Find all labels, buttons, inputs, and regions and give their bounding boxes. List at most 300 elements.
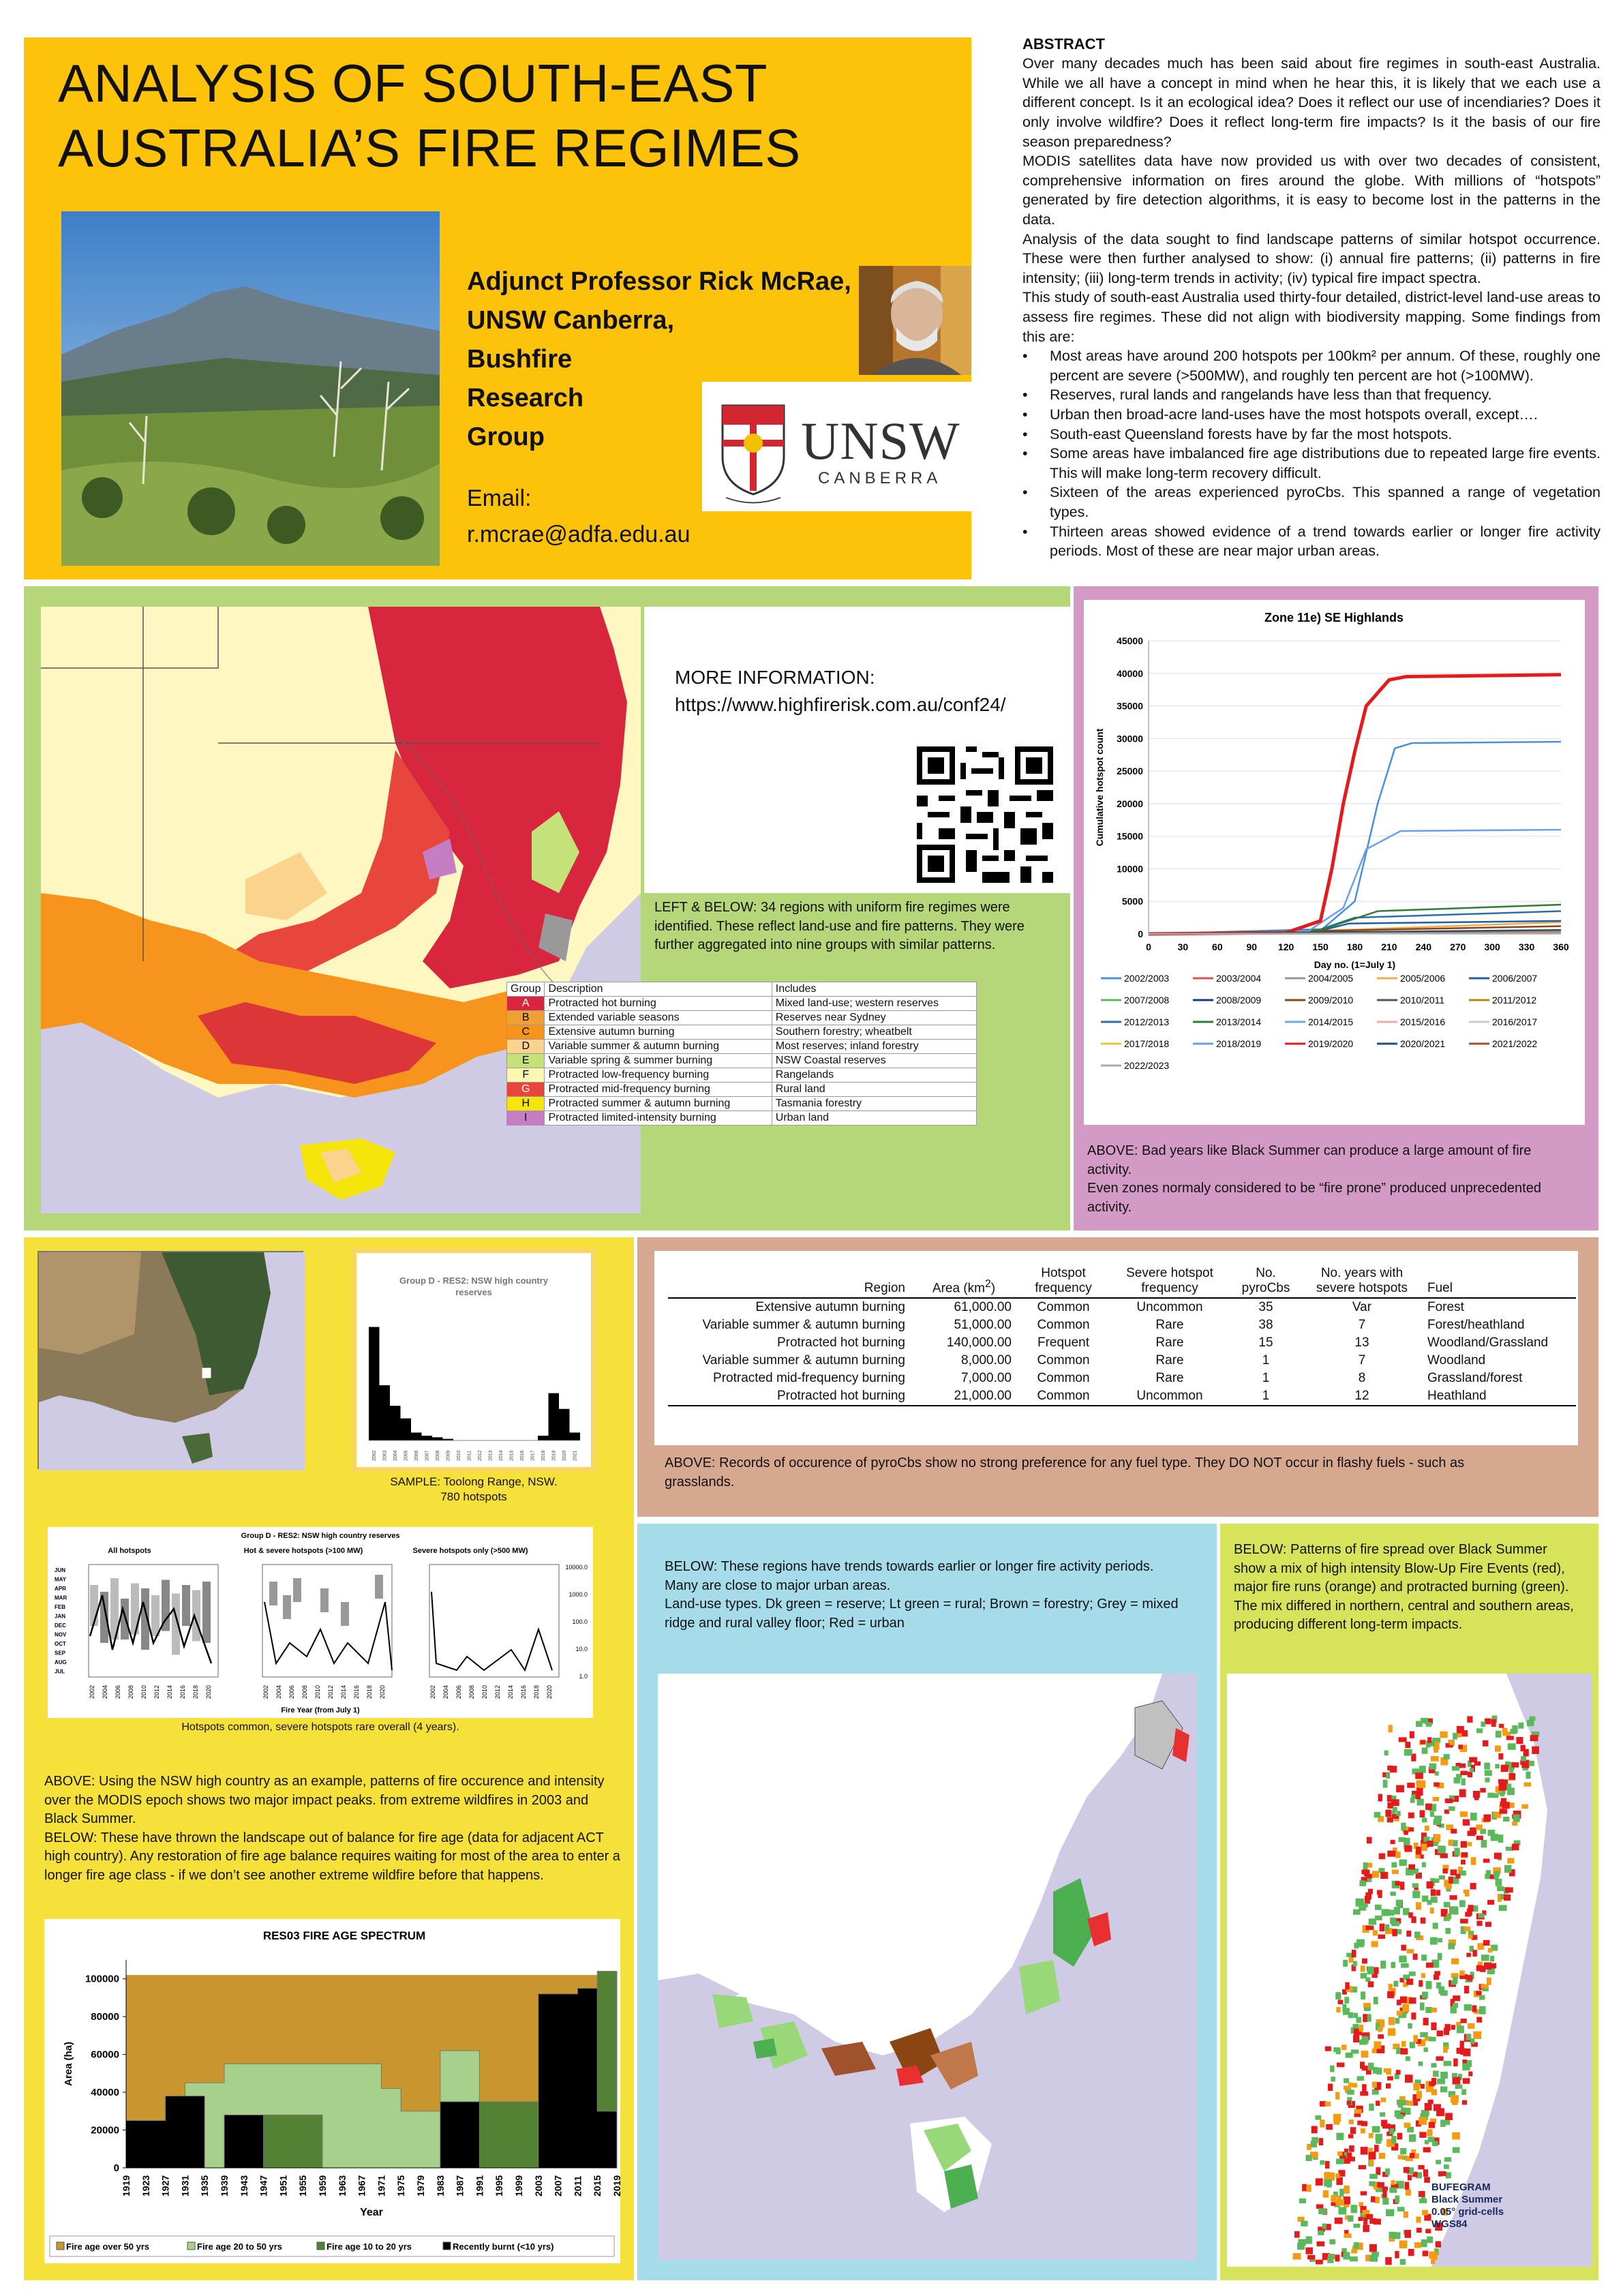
fire-cell <box>1413 1954 1418 1960</box>
fire-cell <box>1518 1723 1523 1729</box>
fire-cell <box>1501 1765 1508 1772</box>
year-tick-label: 2020 <box>379 1685 386 1699</box>
fire-cell <box>1476 1991 1481 1995</box>
fire-cell <box>1461 2019 1467 2023</box>
histogram-title-line1: Group D - RES2: NSW high country <box>399 1275 549 1286</box>
fire-cell <box>1443 2120 1451 2125</box>
legend-label: 2016/2017 <box>1492 1016 1538 1027</box>
histogram-bar <box>380 1385 391 1440</box>
fire-cell <box>1465 1890 1470 1897</box>
email-link[interactable]: r.mcrae@adfa.edu.au <box>467 521 691 547</box>
y-tick-label: 0 <box>113 2162 119 2174</box>
fire-cell <box>1395 2196 1399 2203</box>
fire-cell <box>1434 1815 1442 1821</box>
x-tick-label: 1967 <box>356 2175 367 2196</box>
fire-cell <box>1435 1771 1439 1775</box>
group-includes: NSW Coastal reserves <box>772 1054 976 1068</box>
x-axis-label: Year <box>360 2207 383 2218</box>
fire-cell <box>1499 1724 1504 1728</box>
fire-cell <box>1369 2174 1378 2179</box>
fire-cell <box>1389 1984 1393 1991</box>
group-table <box>506 982 977 1126</box>
sample-caption: SAMPLE: Toolong Range, NSW. 780 hotspots <box>390 1475 558 1504</box>
fire-cell <box>1431 2023 1436 2030</box>
fire-cell <box>1379 2153 1385 2159</box>
fire-cell <box>1429 2122 1435 2128</box>
x-tick-label: 1999 <box>513 2175 524 2196</box>
year-tick-label: 2016 <box>353 1685 360 1699</box>
fire-cell <box>1369 2181 1375 2186</box>
fire-cell <box>1449 1740 1455 1745</box>
table-row <box>507 1011 977 1025</box>
fire-cell <box>1387 1817 1393 1822</box>
fire-cell <box>1352 2083 1357 2087</box>
year-tick-label: 2004 <box>442 1685 449 1699</box>
fire-cell <box>1416 1780 1421 1785</box>
spread-caption: BELOW: Patterns of fire spread over Black Summer show a mix of high intensity Blow-Up Fire Events (red), major fire runs (orange) and protracted burning (green). The mix differed in northern, central and southern areas, producing different long-term impacts. <box>1234 1542 1574 1633</box>
fire-cell <box>1431 2259 1435 2264</box>
legend-label: 2021/2022 <box>1492 1038 1538 1049</box>
fire-cell <box>1453 1840 1458 1846</box>
fire-cell <box>1408 2175 1412 2180</box>
fire-cell <box>1401 1823 1406 1830</box>
group-includes: Tasmania forestry <box>772 1097 976 1111</box>
fire-cell <box>1467 1842 1472 1846</box>
legend-label: 2018/2019 <box>1216 1038 1262 1049</box>
table-cell: Grassland/forest <box>1427 1371 1523 1385</box>
series-line <box>1149 675 1561 934</box>
legend-label: 2017/2018 <box>1124 1038 1170 1049</box>
trend-line <box>431 1592 552 1670</box>
fire-cell <box>1352 1950 1356 1957</box>
fire-cell <box>1336 2199 1344 2205</box>
fire-cell <box>1362 2066 1368 2070</box>
y-axis-label: Cumulative hotspot count <box>1094 728 1105 847</box>
fire-cell <box>1324 2179 1332 2187</box>
histogram-bar <box>422 1436 433 1440</box>
list-item: • Thirteen areas showed evidence of a trend towards earlier or longer fire activity periods. Most of these are near major urban areas. <box>1022 522 1601 561</box>
fire-cell <box>1359 1880 1365 1886</box>
fire-cell <box>1440 1854 1448 1858</box>
fire-cell <box>1369 2148 1374 2152</box>
year-tick-label: 2006 <box>288 1685 295 1699</box>
fire-cell <box>1379 1853 1385 1859</box>
fire-cell <box>1436 2108 1444 2116</box>
fire-cell <box>1461 2089 1466 2095</box>
fire-cell <box>1371 2196 1375 2203</box>
fire-cell <box>1416 2091 1422 2099</box>
fire-cell <box>1387 1991 1394 1998</box>
fire-cell <box>1436 2241 1442 2248</box>
y-tick-label: 0 <box>1138 928 1143 939</box>
fire-cell <box>1341 2044 1346 2050</box>
more-info-url[interactable]: https://www.highfirerisk.com.au/conf24/ <box>675 694 1006 715</box>
year-tick-label: 2004 <box>102 1685 108 1699</box>
histogram-year-label: 2005 <box>404 1450 409 1461</box>
table-cell: Common <box>1037 1300 1090 1314</box>
fire-cell <box>1361 2147 1368 2154</box>
fire-cell <box>1336 2177 1342 2185</box>
fire-cell <box>1513 1814 1520 1822</box>
fire-cell <box>1453 2059 1457 2067</box>
fire-cell <box>1421 1740 1426 1744</box>
fire-cell <box>1471 1857 1476 1864</box>
fire-cell <box>1483 1740 1489 1747</box>
fire-cell <box>1526 1772 1530 1779</box>
x-tick-label: 1963 <box>336 2175 348 2196</box>
fire-cell <box>1476 1728 1483 1733</box>
fire-cell <box>1365 1892 1371 1900</box>
fire-cell <box>1453 1995 1460 2001</box>
group-includes: Most reserves; inland forestry <box>772 1040 976 1054</box>
fire-cell <box>1476 2017 1482 2023</box>
pyrocbs-header: No. pyroCbs <box>1230 1265 1302 1298</box>
fire-cell <box>1344 1997 1349 2004</box>
fire-cell <box>1394 1907 1400 1914</box>
fire-cell <box>1354 2109 1362 2114</box>
fire-cell <box>1391 1840 1395 1844</box>
fire-cell <box>1421 1843 1427 1851</box>
fire-cell <box>1361 2191 1367 2195</box>
fire-cell <box>1422 1818 1427 1823</box>
y-tick-label: 10000.0 <box>565 1564 588 1571</box>
table-row <box>507 1097 977 1111</box>
fire-cell <box>1451 1959 1459 1965</box>
fire-cell <box>1344 2085 1351 2089</box>
fire-cell <box>1378 1935 1385 1939</box>
fire-cell <box>1413 2035 1418 2042</box>
fire-cell <box>1322 2224 1327 2229</box>
subplot-title: Hot & severe hotspots (>100 MW) <box>243 1547 363 1555</box>
fire-cell <box>1423 2250 1428 2256</box>
table-row <box>668 1370 1576 1387</box>
group-code: A <box>507 997 545 1011</box>
fire-cell <box>1473 2031 1481 2039</box>
fire-cell <box>1363 2003 1371 2007</box>
hotspot-freq-header: Hotspot frequency <box>1017 1265 1110 1298</box>
fire-cell <box>1419 2117 1427 2124</box>
fire-cell <box>1464 2079 1470 2083</box>
fire-cell <box>1498 1834 1504 1843</box>
fire-cell <box>1467 1716 1472 1722</box>
fire-cell <box>1448 1839 1453 1845</box>
fire-cell <box>1323 2190 1329 2198</box>
fire-cell <box>1349 1957 1354 1963</box>
fire-cell <box>1301 2221 1307 2226</box>
fire-cell <box>1390 1766 1397 1772</box>
fire-cell <box>1500 1809 1507 1813</box>
fire-cell <box>1512 1844 1519 1851</box>
x-tick-label: 1947 <box>258 2175 269 2196</box>
fire-cell <box>1319 2138 1324 2145</box>
fire-cell <box>1393 1807 1397 1811</box>
x-tick-label: 1927 <box>160 2175 171 2196</box>
x-tick-label: 1975 <box>395 2175 407 2196</box>
fire-cell <box>1484 1763 1490 1770</box>
fire-cell <box>1405 2182 1410 2190</box>
fire-cell <box>1382 2198 1389 2205</box>
fire-cell <box>1438 2171 1446 2176</box>
fire-cell <box>1494 1853 1502 1859</box>
fire-cell <box>1316 2204 1324 2209</box>
table-row <box>668 1352 1576 1370</box>
chart-title: Zone 11e) SE Highlands <box>1264 611 1404 624</box>
fire-cell <box>1421 2239 1427 2247</box>
month-label: SEP <box>55 1650 66 1657</box>
fire-cell <box>1431 2078 1436 2085</box>
table-cell: Uncommon <box>1136 1300 1203 1314</box>
legend-label: 2004/2005 <box>1308 973 1354 984</box>
x-tick-label: 1979 <box>415 2175 426 2196</box>
fire-cell <box>1423 2147 1431 2153</box>
fire-cell <box>1359 2217 1363 2221</box>
fire-cell <box>1335 2173 1339 2178</box>
legend-label: Recently burnt (<10 yrs) <box>453 2241 554 2252</box>
group-code: I <box>507 1111 545 1126</box>
fire-cell <box>1427 1737 1431 1742</box>
group-description: Protracted limited-intensity burning <box>545 1111 772 1126</box>
fire-cell <box>1380 1961 1386 1969</box>
histogram-year-label: 2017 <box>530 1450 536 1461</box>
group-code: G <box>507 1083 545 1097</box>
subplot-frame <box>429 1565 559 1677</box>
fire-cell <box>1401 1963 1409 1968</box>
fire-cell <box>1459 1789 1466 1798</box>
month-label: OCT <box>55 1641 66 1647</box>
fire-cell <box>1320 2160 1324 2164</box>
series-line <box>1149 742 1561 934</box>
fire-cell <box>1473 1791 1480 1798</box>
fire-cell <box>1329 2254 1335 2259</box>
fire-cell <box>1386 2209 1394 2216</box>
fire-cell <box>1496 1879 1502 1886</box>
fire-cell <box>1428 2136 1435 2142</box>
fire-cell <box>1389 2188 1397 2193</box>
fire-cell <box>1433 1922 1438 1929</box>
fire-cell <box>1382 1909 1389 1916</box>
fire-cell <box>1392 1929 1397 1936</box>
histogram-year-label: 2021 <box>573 1450 578 1461</box>
fire-cell <box>1476 1965 1481 1972</box>
fire-cell <box>1305 2248 1313 2254</box>
y-tick-label: 40000 <box>1117 667 1143 679</box>
pyrocb-panel <box>637 1237 1598 1517</box>
fire-cell <box>1497 1886 1504 1891</box>
fire-cell <box>1405 2230 1412 2238</box>
fire-cell <box>1425 2007 1432 2013</box>
fire-cell <box>1386 2083 1391 2088</box>
fire-cell <box>1404 1749 1412 1756</box>
x-tick-label: 2011 <box>572 2175 583 2196</box>
fire-cell <box>1407 1949 1414 1953</box>
fire-cell <box>1334 2117 1340 2124</box>
year-tick-label: 2020 <box>205 1685 212 1699</box>
qr-code[interactable] <box>917 746 1053 883</box>
series-line <box>1149 933 1561 934</box>
fire-cell <box>1420 1810 1425 1817</box>
legend-label: 2019/2020 <box>1308 1038 1354 1049</box>
year-tick-label: 2008 <box>301 1685 308 1699</box>
fire-cell <box>1386 1772 1390 1779</box>
fire-cell <box>1483 1814 1491 1822</box>
y-tick-label: 10.0 <box>575 1646 588 1652</box>
histogram-year-label: 2018 <box>541 1450 546 1461</box>
fire-cell <box>1399 1860 1407 1867</box>
fire-cell <box>1436 2160 1441 2164</box>
table-cell: 35 <box>1258 1300 1273 1314</box>
fire-cell <box>1369 2133 1374 2139</box>
fire-cell <box>1464 1986 1469 1993</box>
fire-age-chart <box>44 1919 620 2263</box>
fire-cell <box>1492 1794 1498 1798</box>
x-tick-label: 2019 <box>611 2175 622 2196</box>
fire-cell <box>1331 2195 1336 2203</box>
fire-cell <box>1385 1924 1389 1931</box>
group-code: D <box>507 1040 545 1054</box>
fire-cell <box>1516 1737 1523 1744</box>
fire-cell <box>1421 2110 1429 2116</box>
month-label: MAR <box>55 1595 67 1601</box>
fire-cell <box>1396 2070 1401 2074</box>
list-item: • Urban then broad-acre land-uses have the most hotspots overall, except…. <box>1022 405 1601 425</box>
fire-cell <box>1431 2063 1436 2067</box>
x-tick-label: 270 <box>1450 941 1466 952</box>
fire-cell <box>1460 2041 1464 2049</box>
year-tick-label: 2012 <box>494 1685 501 1699</box>
histogram-bar <box>559 1409 570 1440</box>
fire-cell <box>1411 1794 1416 1798</box>
fire-cell <box>1359 2165 1367 2169</box>
fire-cell <box>1376 2167 1380 2175</box>
fire-cell <box>1298 2239 1306 2246</box>
histogram-year-label: 2010 <box>456 1450 461 1461</box>
histogram-year-label: 2015 <box>509 1450 515 1461</box>
fire-cell <box>1464 2004 1472 2010</box>
group-includes: Urban land <box>772 1111 976 1126</box>
fire-cell <box>1354 2242 1359 2248</box>
fire-cell <box>1344 2186 1349 2194</box>
fire-cell <box>1405 2074 1413 2083</box>
fire-cell <box>1446 2172 1451 2178</box>
fire-cell <box>1380 2020 1384 2027</box>
fire-cell <box>1459 1871 1466 1875</box>
fire-cell <box>1468 2072 1472 2076</box>
fire-cell <box>1380 1924 1385 1931</box>
fire-cell <box>1425 2229 1431 2233</box>
email-block: Email: r.mcrae@adfa.edu.au <box>467 481 690 552</box>
fire-cell <box>1365 1926 1374 1931</box>
group-description: Protracted low-frequency burning <box>545 1068 772 1083</box>
month-label: JUN <box>55 1567 66 1573</box>
fire-cell <box>1361 2128 1365 2133</box>
fire-cell <box>1377 2049 1384 2053</box>
fire-cell <box>1347 2101 1351 2105</box>
table-cell: Rare <box>1155 1335 1184 1350</box>
fire-cell <box>1391 1862 1397 1868</box>
table-cell: Forest <box>1427 1300 1464 1314</box>
fire-cell <box>1440 1732 1447 1738</box>
fire-cell <box>1485 1770 1492 1777</box>
fire-cell <box>1381 2098 1386 2102</box>
x-tick-label: 240 <box>1415 941 1432 952</box>
fire-cell <box>1421 1954 1427 1961</box>
fire-cell <box>1361 2121 1367 2126</box>
fire-cell <box>1438 1938 1442 1942</box>
spread-panel <box>1220 1524 1598 2280</box>
y-tick-label: 1000.0 <box>568 1591 588 1598</box>
fire-cell <box>1351 2205 1357 2213</box>
fire-cell <box>1299 2199 1306 2203</box>
fire-cell <box>1424 2177 1430 2183</box>
fire-cell <box>1397 2207 1405 2211</box>
fire-cell <box>1433 1797 1440 1801</box>
legend-label: 2013/2014 <box>1216 1016 1262 1027</box>
fire-cell <box>1343 1960 1348 1967</box>
table-cell: Rare <box>1155 1318 1184 1332</box>
fire-cell <box>1399 2240 1408 2248</box>
landscape-photo <box>61 211 440 566</box>
fire-cell <box>1503 1817 1509 1822</box>
fire-cell <box>1478 1914 1485 1918</box>
year-tick-label: 2016 <box>520 1685 527 1699</box>
fire-cell <box>1483 1940 1490 1946</box>
fire-cell <box>1406 1931 1411 1937</box>
fire-cell <box>1461 1779 1466 1785</box>
month-label: JUL <box>55 1668 65 1675</box>
fire-cell <box>1351 2049 1359 2053</box>
table-cell: 15 <box>1258 1335 1273 1350</box>
fire-cell <box>1425 2103 1432 2111</box>
fire-cell <box>1485 1719 1491 1725</box>
fire-cell <box>1460 1811 1468 1817</box>
fire-cell <box>1374 2145 1379 2151</box>
fire-cell <box>1369 2159 1374 2166</box>
area-header: Area $(km^2)$ <box>911 1265 1017 1298</box>
abstract: ABSTRACT Over many decades much has been said about fire regimes in south-east Australia. While we all have a concept in mind when he hear this, it is likely that we each use a different concept. Is it an ecological idea? Does it reflect our use of incendiaries? Does it only involve wildfire? Does it reflect long-term fire impacts? Is it the basis of our fire season preparedness? MODIS satellites data have now provided us with over two decades of consistent, comprehensive information on fires around the globe. With millions of “hotspots” generated by fire detection algorithms, it is easy to become lost in the patterns in the data. Analysis of the data sought to find landscape patterns of similar hotspot occurrence. These were then further analysed to show: (i) annual fire patterns; (ii) patterns in fire intensity; (iii) long-term trends in activity; (iv) typical fire impact spectra. This study of south-east Australia used thirty-four detailed, district-level land-use areas to assess fire regimes. These did not align with biodiversity mapping. Some findings from this are: • Most areas have around 200 hotspots per 100km² per annum. Of these, roughly one percent are severe (>500MW), and roughly ten percent are hot (>100MW). • Reserves, rural lands and rangelands have less than that frequency. • Urban then broad-acre land-uses have the most hotspots overall, except…. • South-east Queensland forests have by far the most hotspots. • Some areas have imbalanced fire age distributions due to repeated large fire events. This will make long-term recovery difficult. • Sixteen of the areas experienced pyroCbs. This spanned a range of vegetation types. • Thirteen areas showed evidence of a trend towards earlier or longer fire activity periods. Most of these are near major urban areas. <box>1022 34 1601 561</box>
fuel-header: Fuel <box>1422 1265 1576 1298</box>
fire-cell <box>1347 2153 1352 2160</box>
fire-cell <box>1476 1836 1483 1840</box>
fire-cell <box>1419 1980 1423 1987</box>
regions-panel <box>24 586 1070 1230</box>
histogram-bar <box>401 1419 412 1440</box>
table-cell: 8 <box>1358 1371 1366 1385</box>
fire-cell <box>1472 1950 1476 1957</box>
fire-cell <box>1477 1943 1483 1950</box>
fire-cell <box>1484 1963 1491 1970</box>
table-row <box>507 1040 977 1054</box>
fire-cell <box>1331 2076 1335 2081</box>
fire-cell <box>1444 2164 1449 2169</box>
fire-cell <box>1377 2182 1384 2188</box>
fire-cell <box>1485 1777 1489 1782</box>
y-tick-label: 100.0 <box>572 1618 588 1625</box>
fire-cell <box>1339 2189 1344 2197</box>
fire-cell <box>1372 2126 1380 2133</box>
table-row <box>668 1316 1576 1334</box>
legend-label: 2015/2016 <box>1400 1016 1446 1027</box>
fire-cell <box>1460 1771 1468 1775</box>
fire-cell <box>1452 2073 1457 2077</box>
x-tick-label: 1943 <box>238 2175 249 2196</box>
x-tick-label: 1931 <box>179 2175 191 2196</box>
legend-swatch <box>317 2242 324 2250</box>
fire-cell <box>1452 2099 1457 2105</box>
fire-cell <box>1532 1747 1539 1754</box>
fire-cell <box>1521 1745 1526 1751</box>
fire-cell <box>1461 1730 1468 1736</box>
includes-header: Includes <box>772 982 976 997</box>
